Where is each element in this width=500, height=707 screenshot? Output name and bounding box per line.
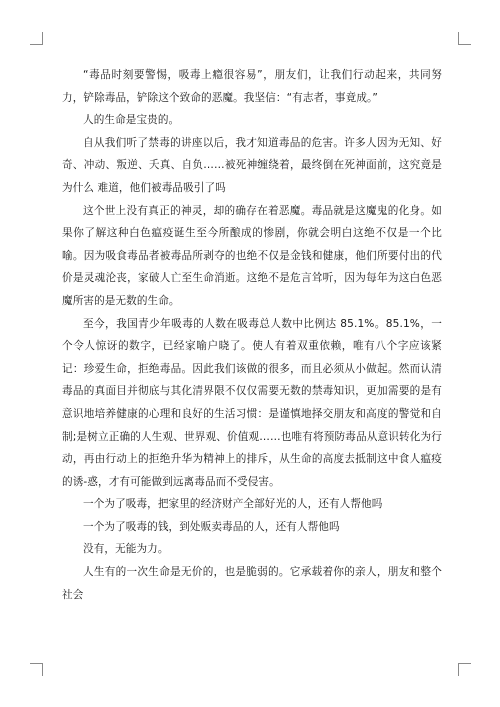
paragraph-3: 自从我们听了禁毒的讲座以后，我才知道毒品的危害。许多人因为无知、好奇、冲动、叛逆、夭真、自负……被死神缠绕着，最终倒在死神面前，这究竟是为什么 难道，他们被毒品吸引了吗 [62,136,442,194]
paragraph-7: 一个为了吸毒的钱，到处贩卖毒品的人，还有人帮他吗 [83,520,340,533]
paragraph-5: 至今，我国青少年吸毒的人数在吸毒总人数中比例达 85.1%。85.1%，一个令人惊讶的数字，已经家喻户晓了。使人有着双重依赖，唯有八个字应该紧记：珍爱生命，拒绝毒品。因此我们该做的很多，而且必须从小做起。然而认清毒品的真面目并彻底与其化清界限不仅仅需要无数的禁毒知识，更加需要的是有意识地培养健康的心理和良好的生活习惯：是谨慎地择交朋友和高度的警觉和自制;是树立正确的人生观、世界观、价值观……也唯有将预防毒品从意识转化为行动，再由行动上的拒绝升华为精神上的排斥，从生命的高度去抵制这中食人瘟疫的诱-惑，才有可能做到远离毒品而不受侵害。 [62,317,442,488]
crop-mark-bottom-left [30,663,43,676]
crop-mark-top-left [30,32,43,45]
paragraph-6: 一个为了吸毒，把家里的经济财产全部好光的人，还有人帮他吗 [83,498,383,511]
paragraph-4: 这个世上没有真正的神灵，却的确存在着恶魔。毒品就是这魔鬼的化身。如果你了解这种白色瘟疫诞生至今所酿成的惨剧，你就会明白这绝不仅是一个比喻。因为吸食毒品者被毒品所剥夺的也绝不仅是金钱和健康，他们所要付出的代价是灵魂沦丧，家破人亡至生命消逝。这绝不是危言耸听，因为每年为这白色恶魔所害的是无数的生命。 [62,204,442,307]
paragraph-9: 人生有的一次生命是无价的，也是脆弱的。它承载着你的亲人，朋友和整个社会 [62,566,442,601]
paragraph-1: “毒品时刻要警惕，吸毒上瘾很容易”，朋友们，让我们行动起来，共同努力，铲除毒品，铲除这个致命的恶魔。我坚信：“有志者，事竟成。” [62,69,442,104]
paragraph-2: 人的生命是宝贵的。 [83,114,180,127]
paragraph-8: 没有，无能为力。 [83,543,169,556]
crop-mark-bottom-right [458,663,471,676]
document-body [62,64,442,606]
crop-mark-top-right [458,32,471,45]
